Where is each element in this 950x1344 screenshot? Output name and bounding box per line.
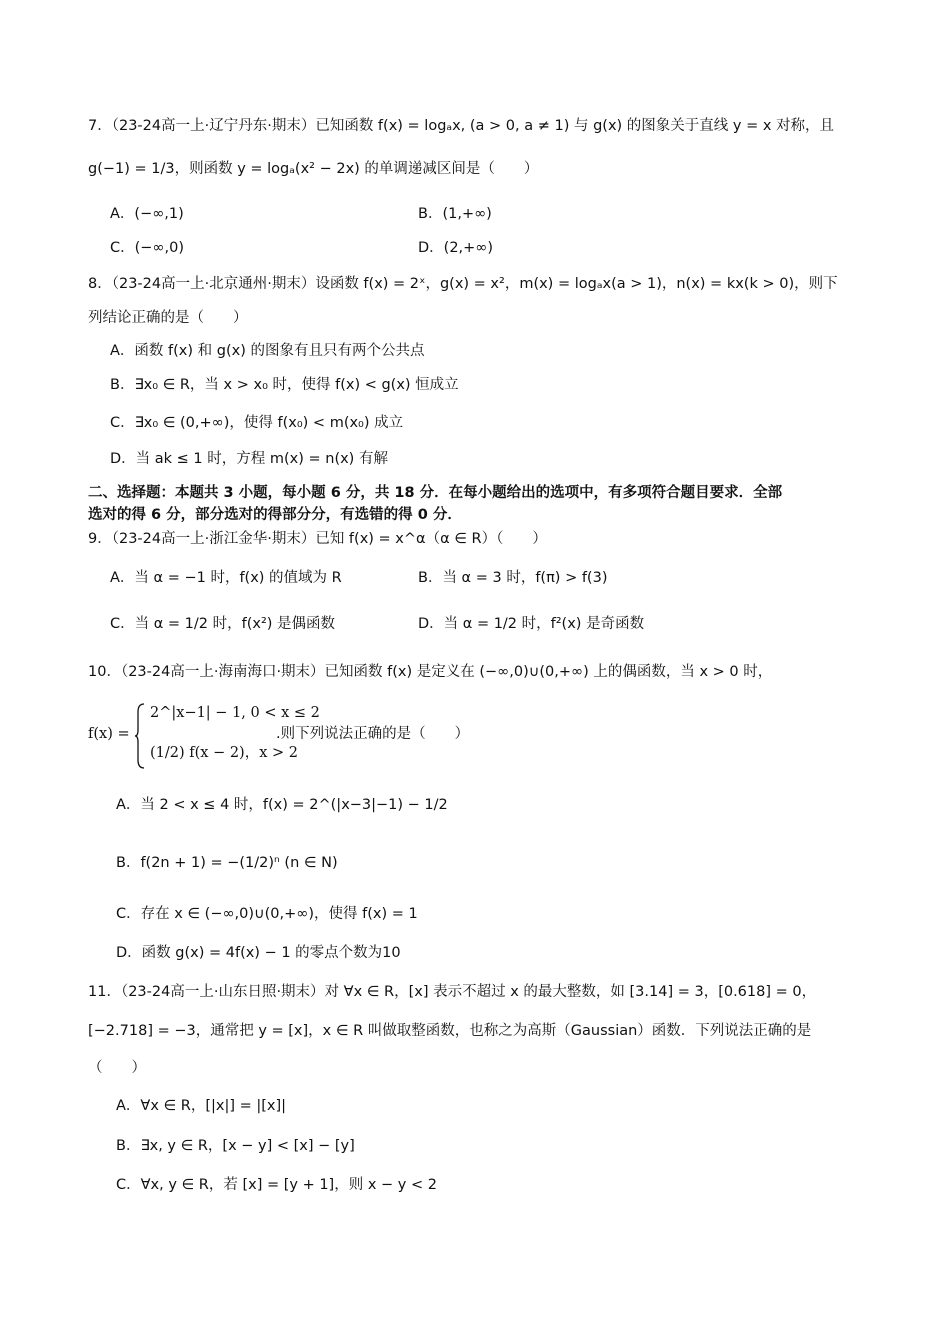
section-2-heading-line2: 选对的得 6 分，部分选对的得部分分，有选错的得 0 分． [88, 507, 462, 523]
q7-stem-line2: g(−1) = 1/3，则函数 y = logₐ(x² − 2x) 的单调递减区间是（ ） [88, 161, 539, 177]
q8-stem-line2: 列结论正确的是（ ） [88, 310, 248, 326]
q11-option-b: B．∃x, y ∈ R，[x − y] < [x] − [y] [116, 1138, 355, 1154]
q10-option-c: C．存在 x ∈ (−∞,0)∪(0,+∞)，使得 f(x) = 1 [116, 906, 418, 922]
q10-piecewise-definition [88, 698, 508, 772]
section-2-heading-line1: 二、选择题：本题共 3 小题，每小题 6 分，共 18 分．在每小题给出的选项中，有多项符合题目要求．全部 [88, 485, 783, 501]
q9-option-a: A．当 α = −1 时，f(x) 的值域为 R [110, 570, 342, 586]
q10-piece-2: (1/2) f(x − 2)，x > 2 [150, 745, 298, 761]
q10-stem-tail: .则下列说法正确的是（ ） [276, 726, 470, 742]
q8-option-c: C．∃x₀ ∈ (0,+∞)，使得 f(x₀) < m(x₀) 成立 [110, 415, 404, 431]
q11-stem-line1: 11．（23-24高一上·山东日照·期末）对 ∀x ∈ R，[x] 表示不超过 x 的最大整数，如 [3.14] = 3，[0.618] = 0， [88, 984, 817, 1000]
q8-option-b: B．∃x₀ ∈ R，当 x > x₀ 时，使得 f(x) < g(x) 恒成立 [110, 377, 459, 393]
q10-option-b: B．f(2n + 1) = −(1/2)ⁿ (n ∈ N) [116, 855, 338, 871]
q7-option-a: A．(−∞,1) [110, 206, 184, 222]
q9-stem: 9．（23-24高一上·浙江金华·期末）已知 f(x) = x^α（α ∈ R）（ ） [88, 531, 547, 547]
q7-stem-line1: 7．（23-24高一上·辽宁丹东·期末）已知函数 f(x) = logₐx, (a > 0, a ≠ 1) 与 g(x) 的图象关于直线 y = x 对称，且 [88, 118, 835, 134]
q10-brace-icon [134, 702, 146, 770]
q9-option-b: B．当 α = 3 时，f(π) > f(3) [418, 570, 608, 586]
q7-option-c: C．(−∞,0) [110, 240, 185, 256]
q10-option-a: A．当 2 < x ≤ 4 时，f(x) = 2^(|x−3|−1) − 1/2 [116, 797, 448, 813]
q11-option-c: C．∀x, y ∈ R，若 [x] = [y + 1]，则 x − y < 2 [116, 1177, 437, 1193]
q8-option-d: D．当 ak ≤ 1 时，方程 m(x) = n(x) 有解 [110, 451, 388, 467]
q11-stem-line3: （ ） [88, 1060, 146, 1076]
q11-stem-line2: [−2.718] = −3，通常把 y = [x]，x ∈ R 叫做取整函数，也称之为高斯（Gaussian）函数．下列说法正确的是 [88, 1023, 812, 1039]
q10-piece-1: 2^|x−1| − 1, 0 < x ≤ 2 [150, 705, 320, 721]
q10-stem-line1: 10．（23-24高一上·海南海口·期末）已知函数 f(x) 是定义在 (−∞,0)∪(0,+∞) 上的偶函数，当 x > 0 时， [88, 664, 773, 680]
q8-option-a: A．函数 f(x) 和 g(x) 的图象有且只有两个公共点 [110, 343, 425, 359]
q9-option-c: C．当 α = 1/2 时，f(x²) 是偶函数 [110, 616, 336, 632]
q7-option-d: D．(2,+∞) [418, 240, 494, 256]
q7-option-b: B．(1,+∞) [418, 206, 492, 222]
q10-option-d: D．函数 g(x) = 4f(x) − 1 的零点个数为10 [116, 945, 401, 961]
q9-option-d: D．当 α = 1/2 时，f²(x) 是奇函数 [418, 616, 645, 632]
q11-option-a: A．∀x ∈ R，[|x|] = |[x]| [116, 1098, 287, 1114]
q8-stem-line1: 8．（23-24高一上·北京通州·期末）设函数 f(x) = 2ˣ，g(x) = x²，m(x) = logₐx(a > 1)，n(x) = kx(k > 0)，则下 [88, 276, 838, 292]
q10-fx-label: f(x) = [88, 726, 130, 742]
